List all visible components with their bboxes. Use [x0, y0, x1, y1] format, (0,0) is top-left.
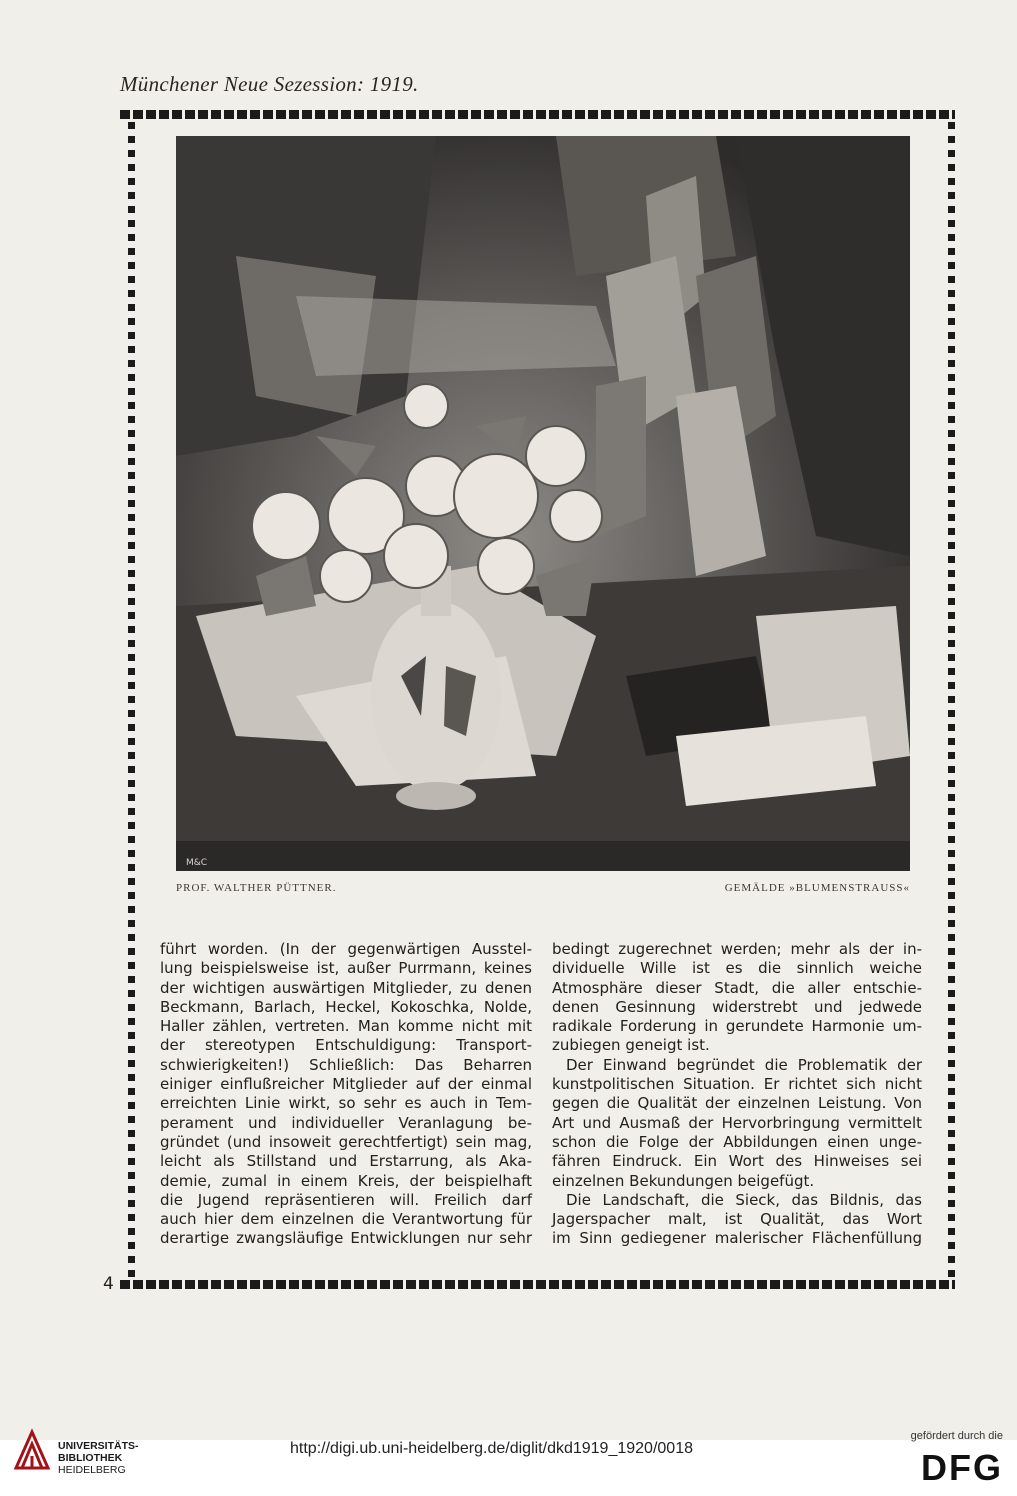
page-number: 4: [103, 1274, 114, 1294]
text-line: Die Landschaft, die Sieck, das Bildnis, das: [566, 1190, 922, 1209]
text-line: radikale Forderung in gerundete Harmonie um-: [552, 1017, 922, 1036]
text-line: Art und Ausmaß der Hervorbringung vermittelt: [552, 1113, 922, 1132]
decorative-border-left: [128, 122, 135, 1278]
university-library-logo-icon: [12, 1428, 52, 1472]
text-line: denen Gesinnung widerstrebt und jedwede: [552, 997, 922, 1016]
text-line: Atmosphäre dieser Stadt, die aller entschie-: [552, 978, 922, 997]
painting-reproduction: [176, 136, 910, 871]
text-line: schon die Folge der Abbildungen einen unge-: [552, 1132, 922, 1151]
text-column-right: [552, 940, 922, 1249]
text-column-left: [160, 940, 532, 1249]
text-line: dividuelle Wille ist es die sinnlich weiche: [552, 959, 922, 978]
text-line: lung beispielsweise ist, außer Purrmann, keines: [160, 959, 532, 978]
text-line: erreichten Linie wirkt, so sehr es auch in Tem-: [160, 1094, 532, 1113]
text-line: Haller zählen, vertreten. Man komme nicht mit: [160, 1017, 532, 1036]
library-name[interactable]: [58, 1440, 139, 1476]
decorative-border-right: [948, 122, 955, 1278]
funded-by-label: gefördert durch die: [910, 1430, 1003, 1442]
text-line: gegen die Qualität der einzelnen Leistung. Von: [552, 1094, 922, 1113]
still-life-image: [176, 136, 910, 871]
decorative-border-bottom: [120, 1280, 955, 1289]
text-line: der wichtigen auswärtigen Mitglieder, zu denen: [160, 978, 532, 997]
library-name-line2: BIBLIOTHEK: [58, 1452, 123, 1464]
caption-artist: PROF. WALTHER PÜTTNER.: [176, 882, 337, 894]
text-line: schwierigkeiten!) Schließlich: Das Beharren: [160, 1055, 532, 1074]
caption-title: GEMÄLDE »BLUMENSTRAUSS«: [724, 882, 910, 894]
text-line: derartige zwangsläufige Entwicklungen nur sehr: [160, 1229, 532, 1248]
text-line: die Jugend repräsentieren will. Freilich darf: [160, 1190, 532, 1209]
text-line: perament und individueller Veranlagung be-: [160, 1113, 532, 1132]
dfg-logo[interactable]: DFG: [921, 1447, 1003, 1488]
library-name-line3: HEIDELBERG: [58, 1464, 126, 1476]
document-url-link[interactable]: http://digi.ub.uni-heidelberg.de/diglit/dkd1919_1920/0018: [290, 1440, 693, 1457]
text-line: fähren Eindruck. Ein Wort des Hinweises sei: [552, 1152, 922, 1171]
monogram-signature: M&C: [186, 858, 208, 868]
text-line: Der Einwand begründet die Problematik der: [566, 1055, 922, 1074]
library-name-line1: UNIVERSITÄTS-: [58, 1440, 139, 1452]
text-line: zubiegen geneigt ist.: [552, 1036, 710, 1055]
text-line: bedingt zugerechnet werden; mehr als der in-: [552, 940, 922, 958]
text-line: gründet (und insoweit gerechtfertigt) sein mag,: [160, 1132, 532, 1151]
text-line: kunstpolitischen Situation. Er richtet sich nicht: [552, 1075, 922, 1094]
decorative-border-top: [120, 110, 955, 119]
text-line: der stereotypen Entschuldigung: Transport-: [160, 1036, 532, 1055]
text-line: demie, zumal in einem Kreis, der beispielhaft: [160, 1171, 532, 1190]
text-line: leicht als Stillstand und Erstarrung, als Aka-: [160, 1152, 532, 1171]
text-line: einzelnen Bekundungen beigefügt.: [552, 1171, 815, 1190]
text-line: Beckmann, Barlach, Heckel, Kokoschka, Nolde,: [160, 997, 532, 1016]
text-line: führt worden. (In der gegenwärtigen Ausstel-: [160, 940, 532, 958]
running-title: Münchener Neue Sezession: 1919.: [120, 72, 419, 96]
text-line: Jagerspacher malt, ist Qualität, das Wort: [552, 1210, 922, 1229]
text-line: auch hier dem einzelnen die Verantwortung für: [160, 1210, 532, 1229]
text-line: einiger einflußreicher Mitglieder auf der einmal: [160, 1075, 532, 1094]
text-line: im Sinn gediegener malerischer Flächenfüllung: [552, 1229, 922, 1248]
